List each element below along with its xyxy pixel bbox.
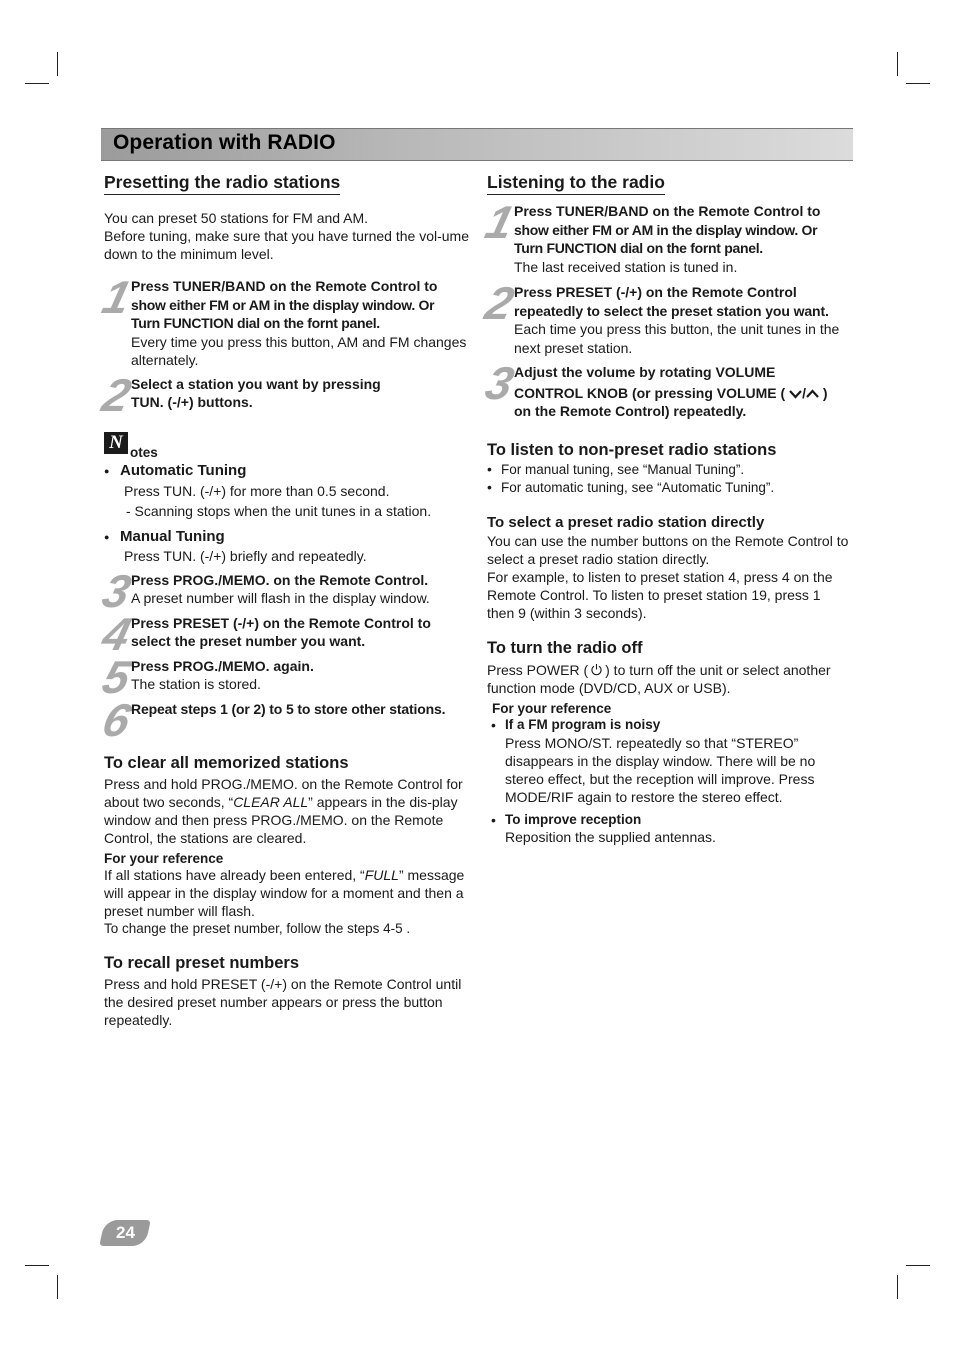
- improve-text: Reposition the supplied antennas.: [505, 828, 716, 845]
- step-number: 2: [480, 277, 520, 329]
- notes-block: [104, 432, 469, 565]
- bullet-icon: •: [487, 478, 492, 495]
- preset-step-4: [97, 607, 469, 660]
- step-instruction: Press PROG./MEMO. again.: [131, 657, 314, 674]
- nonpreset-title: To listen to non-preset radio stations: [487, 440, 777, 459]
- step-instruction: select the preset number you want.: [131, 633, 366, 649]
- volume-down-icon: [789, 389, 802, 399]
- step-number: 4: [97, 607, 137, 660]
- step-number: 1: [480, 196, 520, 248]
- presetting-title: Presetting the radio stations: [104, 172, 340, 195]
- reference-text-part: ” message will appear in the display window for a moment and then a preset number will flash.: [104, 867, 465, 919]
- off-title: To turn the radio off: [487, 638, 643, 657]
- section-header-bar: [101, 128, 853, 161]
- note-text: Press TUN. (-/+) for more than 0.5 second.: [124, 482, 390, 499]
- step-number: 2: [97, 368, 137, 421]
- recall-section: [104, 954, 469, 1029]
- preset-step-6: [97, 693, 469, 746]
- step-instruction: Press PRESET (-/+) on the Remote Control to: [131, 614, 431, 631]
- step-description: The last received station is tuned in.: [514, 258, 738, 275]
- step-instruction: Press PROG./MEMO. on the Remote Control.: [131, 571, 429, 588]
- crop-mark: [57, 1275, 58, 1299]
- direct-text: You can use the number buttons on the Remote Control to select a preset radio station directly.: [487, 532, 849, 567]
- step-description: The station is stored.: [131, 676, 261, 692]
- recall-title: To recall preset numbers: [104, 954, 300, 972]
- step-instruction-part: /: [802, 384, 806, 401]
- page-title: Operation with RADIO: [113, 131, 336, 154]
- noisy-text: Press MONO/ST. repeatedly so that “STEREO” disappears in the display window. There will be no stereo effect, but the reception will improve. Press MODE/RIF again to restore the stereo effect.: [505, 734, 816, 805]
- page-number: 24: [115, 1223, 135, 1242]
- step-instruction: Repeat steps 1 (or 2) to 5 to store other stations.: [131, 700, 446, 717]
- list-item: [491, 717, 849, 733]
- crop-mark: [906, 83, 930, 84]
- bullet-icon: •: [491, 811, 496, 828]
- step-description: Every time you press this button, AM and FM changes alternately.: [131, 333, 467, 368]
- intro-text-1: You can preset 50 stations for FM and AM.: [104, 210, 369, 226]
- crop-mark: [897, 1275, 898, 1299]
- step-instruction-part: ): [822, 384, 828, 401]
- list-item-text: For manual tuning, see “Manual Tuning”.: [501, 461, 745, 477]
- direct-text: For example, to listen to preset station 4, press 4 on the Remote Control. To listen to preset station 19, press 1 then 9 (within 3 seconds).: [487, 568, 833, 621]
- step-instruction: Turn FUNCTION dial on the fornt panel.: [514, 240, 763, 256]
- clear-text: [104, 775, 469, 847]
- notes-label: otes: [130, 444, 158, 460]
- improve-title: To improve reception: [505, 811, 642, 827]
- step-instruction: Turn FUNCTION dial on the fornt panel.: [131, 315, 380, 331]
- step-instruction: repeatedly to select the preset station you want.: [514, 302, 829, 319]
- list-item: [487, 461, 849, 479]
- crop-mark: [25, 83, 49, 84]
- right-column: [480, 172, 849, 846]
- intro-text-2: Before tuning, make sure that you have turned the vol-ume down to the minimum level.: [104, 228, 469, 262]
- listen-step-3: [480, 357, 849, 421]
- step-instruction: Adjust the volume by rotating VOLUME: [514, 364, 776, 380]
- preset-step-3: [97, 564, 469, 617]
- step-number: 3: [97, 564, 137, 617]
- crop-mark: [25, 1265, 49, 1266]
- full-emphasis: FULL: [364, 867, 399, 883]
- bullet-icon: ●: [104, 465, 110, 476]
- reference-title: For your reference: [492, 700, 612, 716]
- bullet-icon: •: [487, 460, 492, 477]
- crop-mark: [906, 1265, 930, 1266]
- step-instruction: [514, 384, 849, 403]
- step-number: 6: [97, 693, 137, 746]
- direct-section: [487, 514, 849, 622]
- note-automatic-tuning: [104, 462, 469, 480]
- step-number: 3: [480, 357, 520, 409]
- step-number: 1: [97, 271, 137, 323]
- off-text-part: Press POWER (: [487, 661, 589, 678]
- listen-step-2: [480, 277, 849, 357]
- recall-text: Press and hold PRESET (-/+) on the Remote Control until the desired preset number appears or press the button repeatedly.: [104, 976, 462, 1028]
- clear-title: To clear all memorized stations: [104, 754, 349, 772]
- clear-text-part: ” appears in the dis-play window and then press PROG./MEMO. on the Remote Control, the stations are cleared.: [104, 794, 458, 846]
- step-number: 5: [97, 650, 137, 703]
- off-text-part: ) to turn off the unit or select another function mode (DVD/CD, AUX or USB).: [487, 661, 831, 696]
- step-instruction-part: CONTROL KNOB (or pressing VOLUME (: [514, 384, 786, 401]
- reference-text: [104, 866, 469, 920]
- step-description: A preset number will flash in the display window.: [131, 590, 430, 606]
- preset-step-5: [97, 650, 469, 703]
- crop-mark: [57, 52, 58, 76]
- note-text: Press TUN. (-/+) briefly and repeatedly.: [124, 547, 367, 564]
- preset-step-1: [97, 271, 469, 370]
- bullet-icon: •: [491, 716, 496, 733]
- off-section: [487, 639, 849, 846]
- bullet-icon: ●: [104, 531, 110, 542]
- step-instruction: show either FM or AM in the display window. Or: [514, 221, 818, 238]
- preset-step-2: [97, 368, 469, 421]
- note-text: - Scanning stops when the unit tunes in a station.: [126, 502, 432, 519]
- noisy-title: If a FM program is noisy: [505, 716, 661, 732]
- note-title: Manual Tuning: [120, 527, 225, 545]
- notes-icon: N: [104, 432, 128, 454]
- listen-step-1: [480, 196, 849, 276]
- direct-title: To select a preset radio station directly: [487, 513, 765, 531]
- listening-title: Listening to the radio: [487, 172, 665, 195]
- clear-section: [104, 754, 469, 938]
- power-icon: [590, 663, 603, 676]
- reference-text: To change the preset number, follow the steps 4-5 .: [104, 921, 411, 936]
- step-instruction: Press PRESET (-/+) on the Remote Control: [514, 284, 797, 300]
- list-item: [487, 479, 849, 497]
- page-number-badge: [99, 1220, 151, 1246]
- clear-all-emphasis: CLEAR ALL: [233, 794, 309, 810]
- step-instruction: Select a station you want by pressing: [131, 375, 381, 392]
- reference-text-part: If all stations have already been entered, “: [104, 867, 365, 883]
- step-instruction: Press TUNER/BAND on the Remote Control to: [514, 203, 821, 219]
- left-column: [97, 172, 469, 1029]
- step-description: Each time you press this button, the unit tunes in the next preset station.: [514, 321, 840, 356]
- note-manual-tuning: [104, 528, 469, 546]
- step-instruction: show either FM or AM in the display window. Or: [131, 296, 435, 313]
- note-title: Automatic Tuning: [120, 461, 247, 479]
- step-instruction: TUN. (-/+) buttons.: [131, 394, 253, 410]
- list-item: [491, 812, 849, 828]
- crop-mark: [897, 52, 898, 76]
- reference-title: For your reference: [104, 851, 224, 866]
- step-instruction: Press TUNER/BAND on the Remote Control to: [131, 278, 438, 294]
- clear-text-part: Press and hold PROG./MEMO. on the Remote Control for about two seconds, “: [104, 776, 463, 810]
- step-instruction: on the Remote Control) repeatedly.: [514, 403, 747, 419]
- off-text: [487, 661, 849, 697]
- nonpreset-section: [487, 441, 849, 497]
- list-item-text: For automatic tuning, see “Automatic Tuning”.: [501, 479, 775, 495]
- volume-up-icon: [806, 389, 819, 399]
